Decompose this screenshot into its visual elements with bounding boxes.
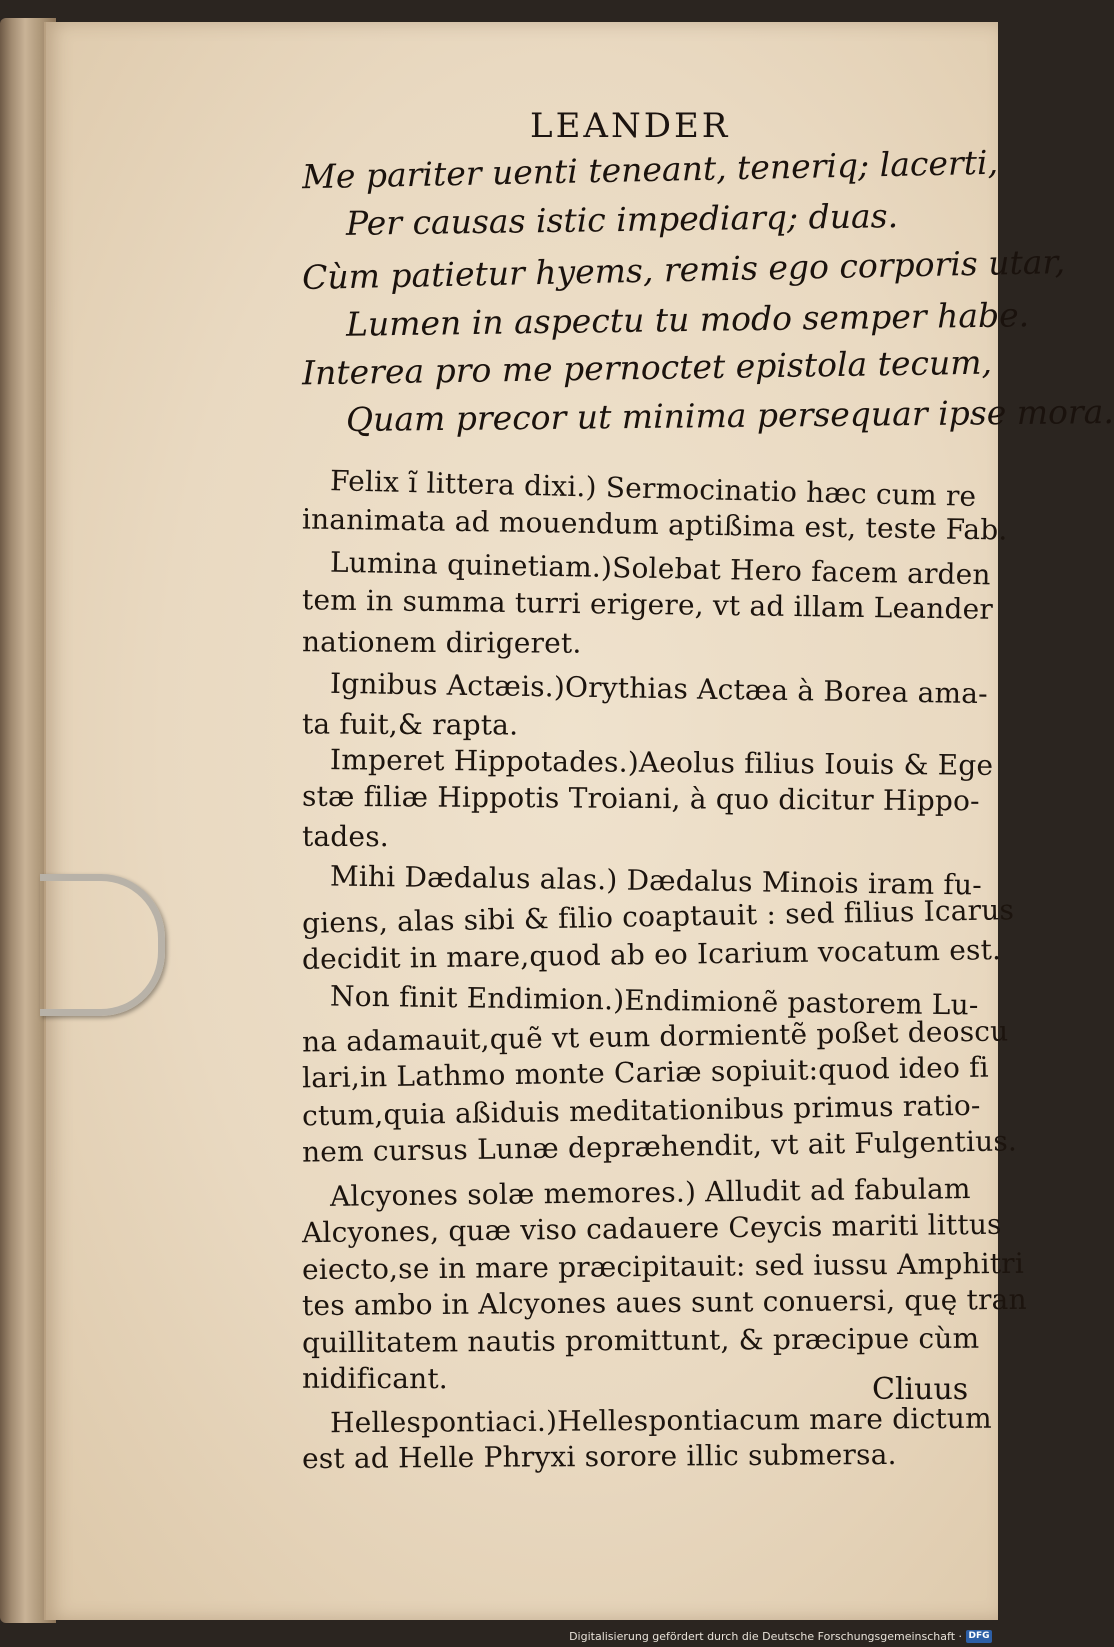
note-line: nationem dirigeret.: [301, 625, 582, 660]
note-line: tades.: [301, 819, 390, 854]
credit-text: Digitalisierung gefördert durch die Deutsche Forschungsgemeinschaft ·: [569, 1630, 962, 1643]
verse-line: Lumen in aspectu tu modo semper habe.: [345, 295, 1030, 344]
note-line: eiecto,se in mare præcipitauit: sed iussu Amphitri: [301, 1246, 1025, 1287]
note-line: Alcyones, quæ viso cadauere Ceycis mariti littus: [301, 1207, 1002, 1250]
note-line: quillitatem nautis promittunt, & præcipue cùm: [301, 1321, 980, 1360]
page-clip: [40, 874, 165, 1016]
digitization-credit: [569, 1630, 992, 1643]
note-line: Non finit Endimion.)Endimionẽ pastorem Lu-: [329, 979, 979, 1022]
note-line: tes ambo in Alcyones aues sunt conuersi, quę tran: [301, 1282, 1027, 1323]
note-line: est ad Helle Phryxi sorore illic submersa.: [301, 1437, 897, 1476]
catchword: Cliuus: [872, 1372, 969, 1407]
note-line: Felix ĩ littera dixi.) Sermocinatio hæc cum re: [329, 464, 977, 513]
note-line: stæ filiæ Hippotis Troiani, à quo dicitur Hippo-: [301, 779, 980, 818]
note-line: Lumina quinetiam.)Solebat Hero facem arden: [329, 545, 992, 592]
note-line: na adamauit,quẽ vt eum dormientẽ poßet deoscu: [301, 1014, 1009, 1059]
verse-line: Per causas istic impediarq; duas.: [345, 196, 899, 243]
note-line: lari,in Lathmo monte Cariæ sopiuit:quod ideo fi: [301, 1050, 990, 1095]
note-line: tem in summa turri erigere, vt ad illam Leander: [301, 583, 994, 626]
verse-line: Cùm patietur hyems, remis ego corporis utar,: [301, 242, 1066, 297]
note-line: ta fuit,& rapta.: [301, 707, 519, 742]
note-line: nidificant.: [301, 1361, 449, 1396]
note-line: Ignibus Actæis.)Orythias Actæa à Borea ama-: [329, 666, 989, 711]
verse-line: Me pariter uenti teneant, teneriq; lacerti,: [301, 142, 999, 197]
note-line: giens, alas sibi & filio coaptauit : sed filius Icarus: [301, 893, 1015, 940]
note-line: Hellespontiaci.)Hellespontiacum mare dictum: [329, 1401, 992, 1440]
note-line: inanimata ad mouendum aptißima est, teste Fab.: [301, 502, 1008, 547]
note-line: Imperet Hippotades.)Aeolus filius Iouis & Ege: [329, 743, 994, 782]
running-head: LEANDER: [530, 106, 731, 146]
verse-line: Interea pro me pernoctet epistola tecum,: [301, 342, 993, 393]
note-line: ctum,quia aßiduis meditationibus primus ratio-: [301, 1088, 981, 1133]
note-line: nem cursus Lunæ depræhendit, vt ait Fulgentius.: [301, 1124, 1018, 1169]
verse-line: Quam precor ut minima persequar ipse mora.: [345, 391, 1114, 440]
note-line: Mihi Dædalus alas.) Dædalus Minois iram fu-: [329, 859, 983, 902]
note-line: Alcyones solæ memores.) Alludit ad fabulam: [329, 1172, 971, 1213]
note-line: decidit in mare,quod ab eo Icarium vocatum est.: [301, 933, 1002, 976]
dfg-logo-icon: DFG: [966, 1630, 992, 1643]
